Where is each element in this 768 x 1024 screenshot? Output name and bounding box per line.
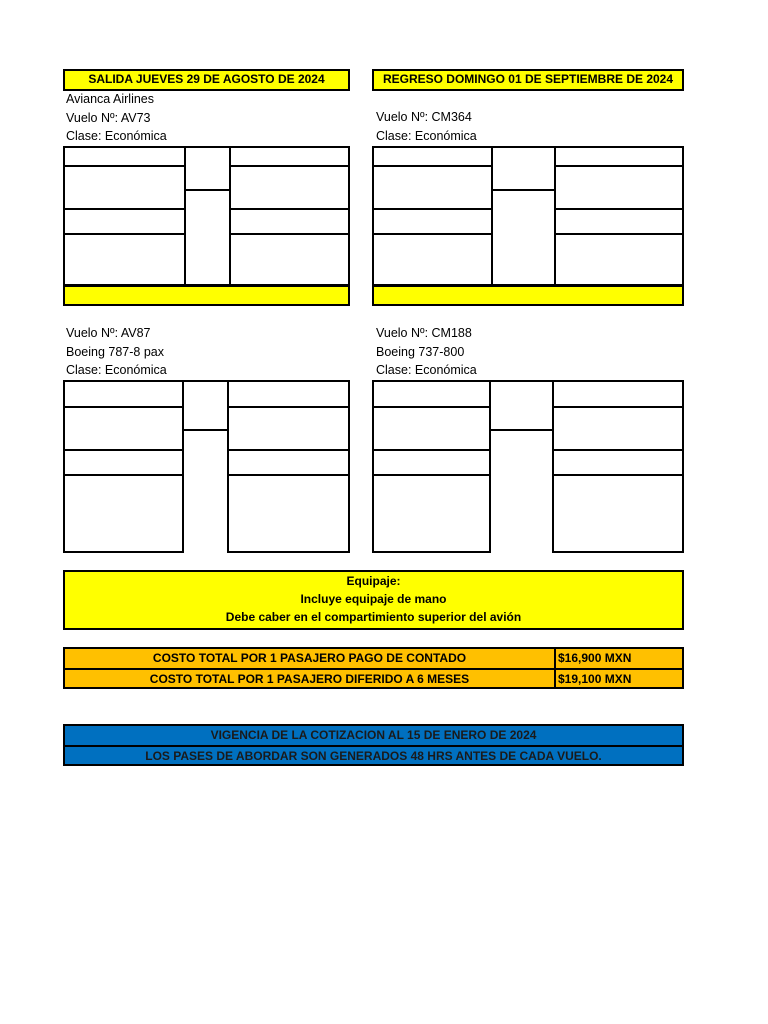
airline-name: Avianca Airlines [66, 92, 155, 106]
baggage-line-2: Debe caber en el compartimiento superior del avión [225, 610, 522, 624]
baggage-info-box [63, 570, 684, 630]
return-flight2-info [376, 324, 477, 380]
flight-number: Vuelo Nº: AV87 [66, 326, 151, 340]
departure-flight1-info [66, 90, 167, 146]
cost-row-cash [65, 649, 682, 668]
return-flight1-info [376, 108, 477, 145]
boarding-pass-note: LOS PASES DE ABORDAR SON GENERADOS 48 HRS ANTES DE CADA VUELO. [145, 749, 602, 763]
flight-number: Vuelo Nº: CM364 [376, 110, 472, 124]
flight-class: Clase: Económica [66, 129, 167, 143]
cost-value: $19,100 MXN [558, 672, 632, 686]
flight-class: Clase: Económica [376, 128, 477, 143]
cost-label: COSTO TOTAL POR 1 PASAJERO PAGO DE CONTADO [152, 651, 467, 665]
cost-row-deferred [65, 670, 682, 689]
aircraft-type: Boeing 787-8 pax [66, 344, 164, 359]
flight-class: Clase: Económica [376, 363, 477, 377]
aircraft-type: Boeing 737-800 [376, 344, 465, 359]
departure-flight2-table [63, 380, 350, 553]
return-flight1-footer-bar [372, 285, 684, 306]
cost-value: $16,900 MXN [558, 651, 632, 665]
departure-flight1-footer-bar [63, 285, 350, 306]
cost-label: COSTO TOTAL POR 1 PASAJERO DIFERIDO A 6 MESES [149, 672, 470, 686]
return-flight1-table [372, 146, 684, 286]
return-header: REGRESO DOMINGO 01 DE SEPTIEMBRE DE 2024 [372, 69, 684, 91]
return-flight2-table [372, 380, 684, 553]
baggage-title: Equipaje: [346, 574, 401, 588]
flight-number: Vuelo Nº: CM188 [376, 326, 472, 340]
flight-number: Vuelo Nº: AV73 [66, 110, 151, 125]
flight-class: Clase: Económica [66, 363, 167, 377]
cost-table [63, 647, 684, 689]
departure-header: SALIDA JUEVES 29 DE AGOSTO DE 2024 [63, 69, 350, 91]
departure-flight1-table [63, 146, 350, 286]
validity-banner [63, 724, 684, 766]
baggage-line-1: Incluye equipaje de mano [300, 592, 447, 606]
validity-date: VIGENCIA DE LA COTIZACION AL 15 DE ENERO DE 2024 [210, 728, 537, 742]
departure-flight2-info [66, 324, 167, 380]
